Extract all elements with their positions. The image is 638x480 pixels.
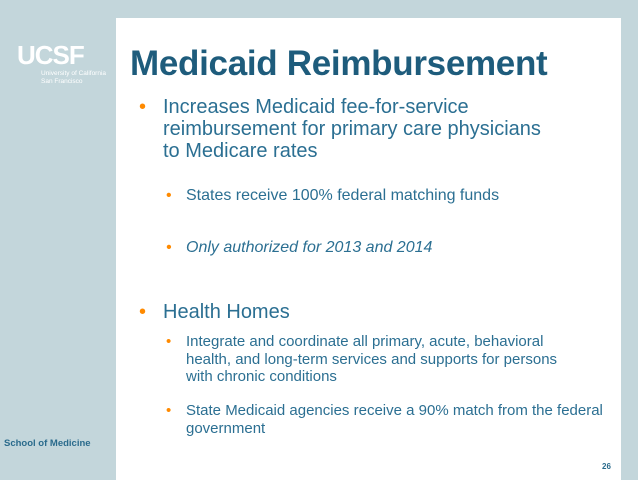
bullet-dot-icon: •	[166, 239, 172, 256]
sub-bullet-text: Integrate and coordinate all primary, acute, behavioral health, and long-term services and supports for persons with chronic conditions	[186, 333, 558, 385]
sub-bullet-item	[166, 402, 606, 437]
school-label: School of Medicine	[4, 438, 91, 449]
ucsf-logo	[17, 42, 113, 92]
bullet-dot-icon: •	[166, 402, 172, 419]
bullet-dot-icon: •	[166, 333, 172, 350]
bullet-dot-icon: •	[139, 301, 147, 323]
sub-bullet-text: Only authorized for 2013 and 2014	[186, 239, 433, 256]
logo-mark: UCSF	[17, 40, 84, 70]
sub-bullet-item	[166, 333, 586, 386]
bullet-item	[139, 96, 559, 162]
bullet-dot-icon: •	[166, 187, 172, 204]
logo-subtitle-line2: San Francisco	[41, 78, 83, 85]
sub-bullet-item	[166, 187, 566, 205]
bullet-text: Health Homes	[163, 301, 290, 323]
slide-title: Medicaid Reimbursement	[130, 44, 548, 83]
logo-subtitle-line1: University of California	[41, 70, 107, 77]
bullet-item	[139, 301, 559, 323]
sub-bullet-item	[166, 239, 566, 257]
sub-bullet-text: State Medicaid agencies receive a 90% match from the federal government	[186, 402, 603, 437]
bullet-dot-icon: •	[139, 96, 147, 118]
sub-bullet-text: States receive 100% federal matching funds	[186, 187, 500, 204]
bullet-text: Increases Medicaid fee-for-service reimbursement for primary care physicians to Medicare rates	[163, 96, 541, 162]
page-number: 26	[602, 462, 611, 471]
